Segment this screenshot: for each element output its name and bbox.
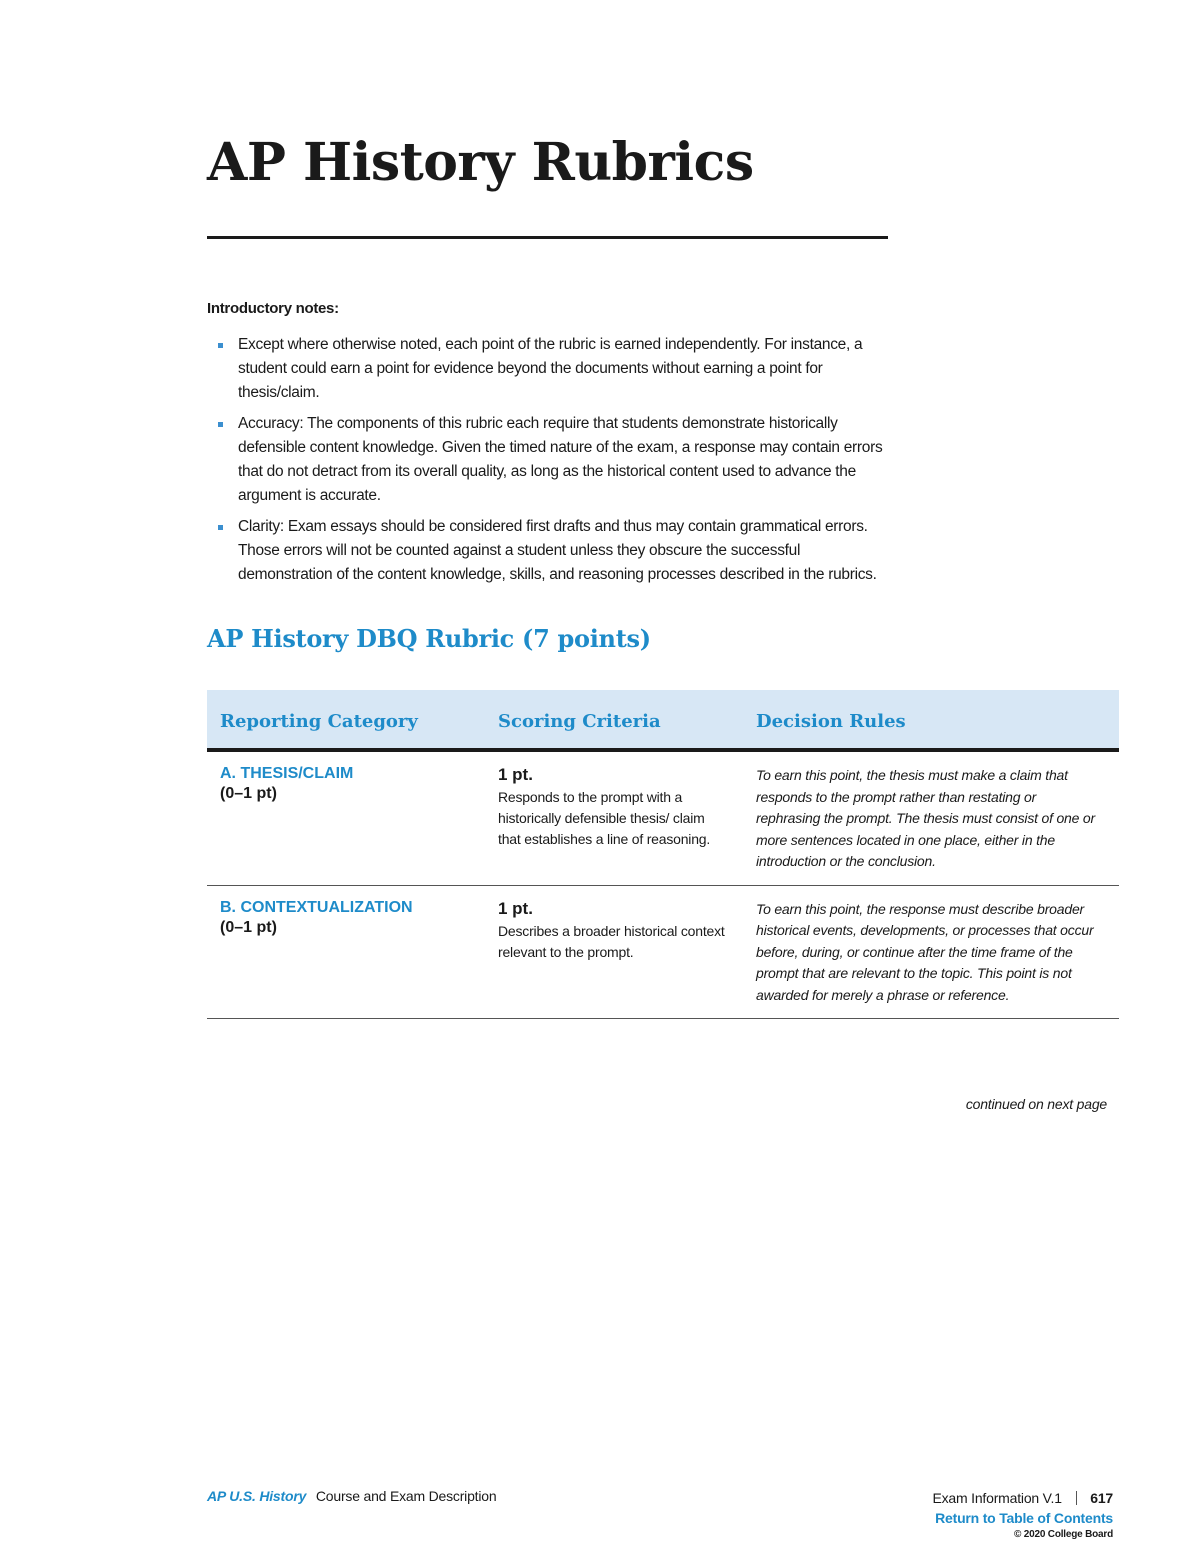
- intro-note: [218, 412, 883, 508]
- footer-page-info: [932, 1488, 1113, 1542]
- square-bullet-icon: [218, 422, 223, 427]
- footer-separator: [1076, 1491, 1077, 1505]
- rubric-header-row: [207, 690, 1119, 750]
- table-row: [207, 885, 1119, 1019]
- criteria-points: 1 pt.: [498, 765, 533, 784]
- category-cell: [207, 885, 485, 1019]
- footer-course-name: AP U.S. History: [207, 1488, 307, 1504]
- criteria-cell: [485, 750, 743, 885]
- category-cell: [207, 750, 485, 885]
- intro-note: [218, 515, 883, 587]
- intro-note-text: Clarity: Exam essays should be considered first drafts and thus may contain grammatical errors. Those errors will not be counted against a student unless they obscure the successful demonstration of the content knowledge, skills, and reasoning processes described in the rubrics.: [238, 518, 877, 583]
- page-number: 617: [1090, 1490, 1113, 1506]
- rules-cell: [743, 885, 1119, 1019]
- header-reporting-category: Reporting Category: [207, 690, 485, 750]
- footer-section-name: Exam Information V.1: [932, 1490, 1062, 1506]
- title-divider: [207, 236, 888, 239]
- section-heading: AP History DBQ Rubric (7 points): [207, 624, 651, 653]
- rubric-table: [207, 690, 1119, 1019]
- intro-note-text: Accuracy: The components of this rubric each require that students demonstrate historically defensible content knowledge. Given the timed nature of the exam, a response may contain errors that do not detract from its overall quality, as long as the historical content used to advance the argument is accurate.: [238, 415, 883, 504]
- page-title: AP History Rubrics: [207, 132, 754, 193]
- footer-section-line: [932, 1488, 1113, 1508]
- category-points: (0–1 pt): [220, 785, 277, 802]
- rules-cell: [743, 750, 1119, 885]
- decision-rule-text: To earn this point, the response must describe broader historical events, developments, or processes that occur before, during, or continue after the time frame of the prompt that are relevant to the topic. This point is not awarded for merely a phrase or reference.: [756, 900, 1094, 1003]
- intro-notes-list: [218, 333, 883, 594]
- footer-course-description: Course and Exam Description: [315, 1488, 497, 1504]
- decision-rule-text: To earn this point, the thesis must make a claim that responds to the prompt rather than restating or rephrasing the prompt. The thesis must consist of one or more sentences located in one place, either in the introduction or the conclusion.: [756, 767, 1095, 869]
- intro-heading: Introductory notes:: [207, 300, 339, 317]
- header-decision-rules: Decision Rules: [743, 690, 1119, 750]
- criteria-text: Responds to the prompt with a historically defensible thesis/ claim that establishes a line of reasoning.: [498, 789, 711, 847]
- criteria-points: 1 pt.: [498, 898, 533, 918]
- footer-course-info: [207, 1488, 496, 1504]
- criteria-text: Describes a broader historical context relevant to the prompt.: [498, 922, 725, 960]
- copyright-notice: © 2020 College Board: [1014, 1529, 1113, 1540]
- intro-note-text: Except where otherwise noted, each point of the rubric is earned independently. For instance, a student could earn a point for evidence beyond the documents without earning a point for thesis/claim.: [238, 336, 863, 401]
- category-points: (0–1 pt): [220, 918, 277, 936]
- square-bullet-icon: [218, 343, 223, 348]
- continued-note: continued on next page: [965, 1096, 1107, 1112]
- return-to-toc-link[interactable]: Return to Table of Contents: [935, 1510, 1113, 1526]
- table-row: [207, 750, 1119, 885]
- intro-note: [218, 333, 883, 405]
- criteria-cell: [485, 885, 743, 1019]
- square-bullet-icon: [218, 525, 223, 530]
- category-name: B. CONTEXTUALIZATION: [220, 898, 413, 916]
- header-scoring-criteria: Scoring Criteria: [485, 690, 743, 750]
- category-name: A. THESIS/CLAIM: [220, 765, 354, 782]
